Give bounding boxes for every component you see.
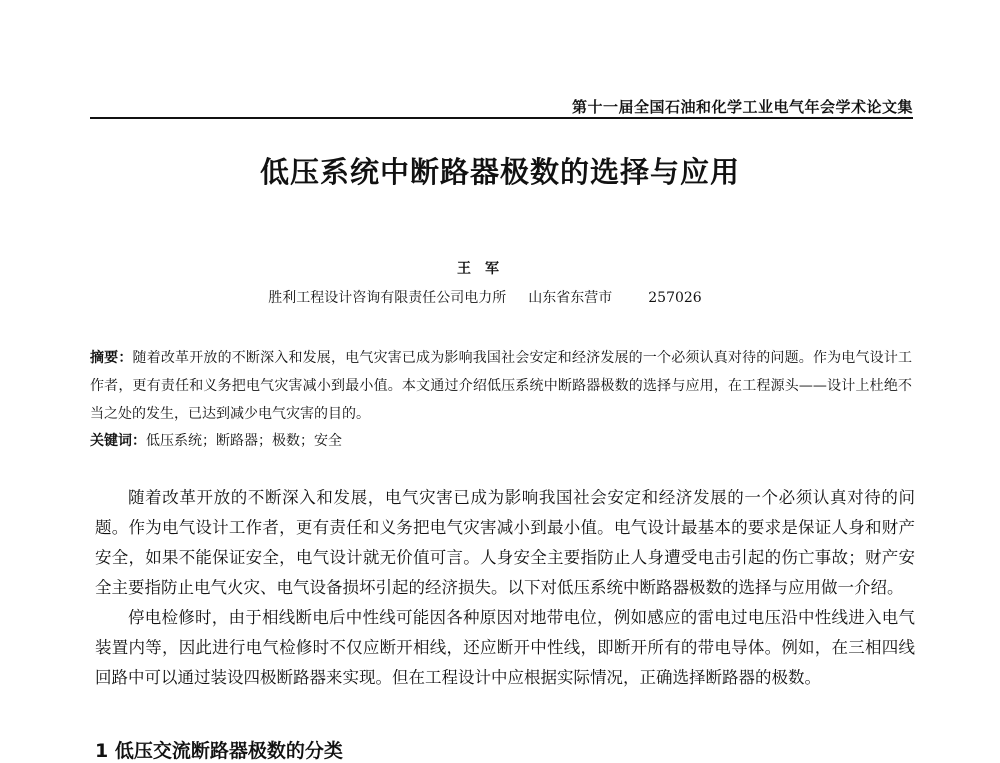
paper-title: 低压系统中断路器极数的选择与应用	[259, 155, 740, 189]
body-text	[95, 483, 915, 693]
affiliation-organization: 胜利工程设计咨询有限责任公司电力所	[268, 290, 507, 306]
body-paragraph: 停电检修时，由于相线断电后中性线可能因各种原因对地带电位，例如感应的雷电过电压沿中性线进入电气装置内等，因此进行电气检修时不仅应断开相线，还应断开中性线，即断开所有的带电导体。例如，在三相四线回路中可以通过装设四极断路器来实现。但在工程设计中应根据实际情况，正确选择断路器的极数。	[95, 608, 915, 687]
keywords-label: 关键词：	[90, 433, 146, 449]
keywords-text: 低压系统；断路器；极数；安全	[146, 433, 342, 449]
running-header: 第十一届全国石油和化学工业电气年会学术论文集	[571, 98, 913, 116]
affiliation-location: 山东省东营市	[528, 290, 613, 306]
section-heading: 1 低压交流断路器极数的分类	[95, 740, 343, 762]
keywords	[90, 429, 912, 453]
header-rule	[90, 117, 913, 119]
author-name: 王军	[457, 261, 513, 277]
abstract-label: 摘要：	[90, 350, 133, 366]
abstract-text: 随着改革开放的不断深入和发展，电气灾害已成为影响我国社会安定和经济发展的一个必须认真对待的问题。作为电气设计工作者，更有责任和义务把电气灾害减小到最小值。本文通过介绍低压系统中断路器极数的选择与应用，在工程源头——设计上杜绝不当之处的发生，已达到减少电气灾害的目的。	[90, 350, 913, 422]
abstract	[90, 344, 912, 428]
body-paragraph: 随着改革开放的不断深入和发展，电气灾害已成为影响我国社会安定和经济发展的一个必须认真对待的问题。作为电气设计工作者，更有责任和义务把电气灾害减小到最小值。电气设计最基本的要求是保证人身和财产安全，如果不能保证安全，电气设计就无价值可言。人身安全主要指防止人身遭受电击引起的伤亡事故；财产安全主要指防止电气火灾、电气设备损坏引起的经济损失。以下对低压系统中断路器极数的选择与应用做一介绍。	[95, 488, 915, 597]
affiliation	[0, 287, 970, 307]
affiliation-postcode: 257026	[648, 290, 702, 306]
